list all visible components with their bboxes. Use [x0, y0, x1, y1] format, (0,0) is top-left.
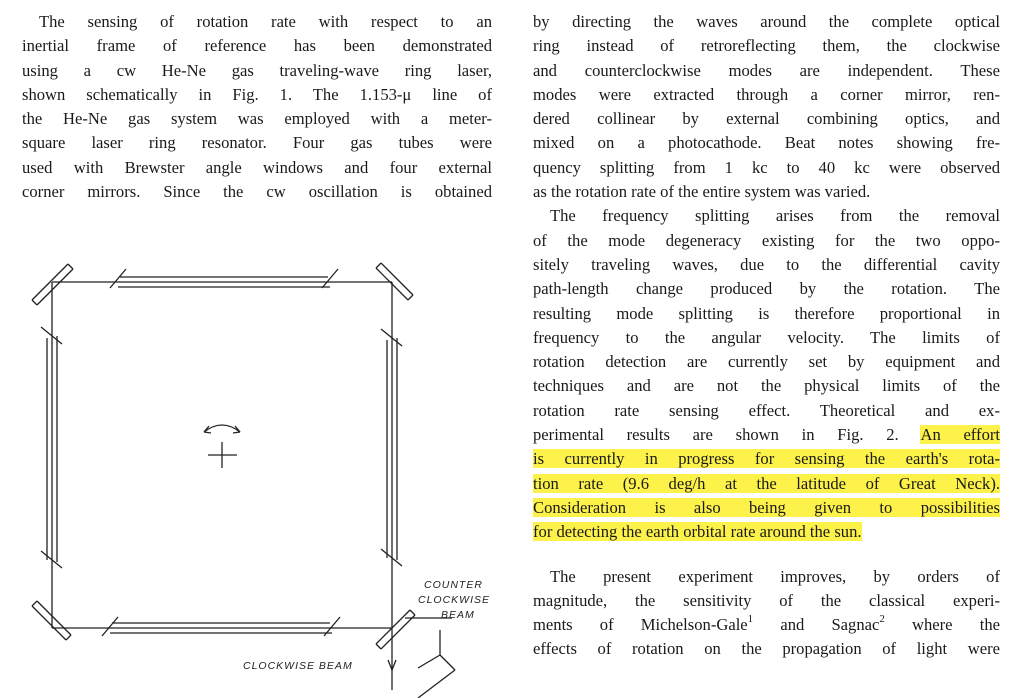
label-counter: COUNTER	[424, 579, 483, 591]
text-line: using a cw He-Ne gas traveling-wave ring laser,	[22, 60, 492, 80]
highlighted-text-line	[533, 447, 1000, 471]
text-line: mixed on a photocathode. Beat notes showing fre-	[533, 133, 1000, 153]
highlighted-text: is currently in progress for sensing the earth's rota-	[533, 449, 1000, 469]
output-beam-optics	[388, 618, 455, 698]
text-line: resulting mode splitting is therefore proportional in	[533, 303, 1000, 323]
text-line: modes were extracted through a corner mirror, ren-	[533, 84, 1000, 104]
text-line: effects of rotation on the propagation of light were	[533, 639, 1000, 659]
highlighted-text: An effort	[920, 425, 1000, 445]
citation-1: 1	[747, 612, 754, 625]
text-run: where the	[884, 615, 1000, 635]
text-line: square laser ring resonator. Four gas tubes were	[22, 133, 492, 153]
highlighted-text: Consideration is also being given to possibilities	[533, 497, 1000, 517]
text-line: inertial frame of reference has been demonstrated	[22, 36, 492, 56]
text-line: sitely traveling waves, due to the differential cavity	[533, 254, 1000, 274]
highlighted-text-line	[533, 520, 1000, 544]
text-run: perimental results are shown in Fig. 2.	[533, 425, 921, 445]
text-run: ments of Michelson-Gale	[533, 615, 748, 635]
citation-2: 2	[879, 612, 885, 625]
text-line: The frequency splitting arises from the removal	[550, 206, 1000, 226]
text-line-partial-highlight	[533, 423, 1000, 447]
text-run: and Sagnac	[753, 615, 880, 635]
label-clockwise-beam: CLOCKWISE BEAM	[243, 660, 353, 672]
text-line: of the mode degeneracy existing for the two oppo-	[533, 230, 1000, 250]
text-line: magnitude, the sensitivity of the classical experi-	[533, 590, 1000, 610]
text-line: corner mirrors. Since the cw oscillation is obtained	[22, 182, 492, 202]
text-line: rotation rate sensing effect. Theoretical and ex-	[533, 400, 1000, 420]
highlighted-text: tion rate (9.6 deg/h at the latitude of Great Neck).	[533, 473, 1000, 493]
text-line: The sensing of rotation rate with respect to an	[39, 12, 492, 31]
highlighted-text-line	[533, 496, 1000, 520]
text-line: frequency to the angular velocity. The limits of	[533, 327, 1000, 347]
text-line: used with Brewster angle windows and four external	[22, 157, 492, 177]
figure-ring-laser-diagram	[0, 250, 510, 698]
text-line: path-length change produced by the rotation. The	[533, 279, 1000, 299]
left-column	[22, 10, 492, 204]
text-line: by directing the waves around the complete optical	[533, 12, 1000, 31]
text-line-with-citations	[533, 613, 1000, 637]
right-column	[533, 10, 1000, 662]
text-line: dered collinear by external combining optics, and	[533, 109, 1000, 129]
corner-mirror-bottom-right	[376, 610, 415, 649]
highlighted-text-line	[533, 472, 1000, 496]
text-line: and counterclockwise modes are independent. These	[533, 60, 1000, 80]
text-line: The present experiment improves, by orders of	[550, 566, 1000, 586]
text-line: quency splitting from 1 kc to 40 kc were observed	[533, 157, 1000, 177]
text-line: shown schematically in Fig. 1. The 1.153-μ line of	[22, 84, 492, 104]
text-line: rotation detection are currently set by equipment and	[533, 352, 1000, 372]
label-beam: BEAM	[441, 609, 475, 621]
highlighted-text: for detecting the earth orbital rate around the sun.	[533, 522, 862, 542]
rotation-axis-symbol	[204, 425, 240, 468]
text-line: techniques and are not the physical limits of the	[533, 376, 1000, 396]
gas-tube-bottom	[102, 617, 340, 636]
text-line: the He-Ne gas system was employed with a meter-	[22, 109, 492, 129]
label-clockwise: CLOCKWISE	[418, 594, 491, 606]
text-line: ring instead of retroreflecting them, the clockwise	[533, 36, 1000, 56]
gas-tube-top	[110, 269, 338, 288]
text-line: as the rotation rate of the entire system was varied.	[533, 182, 871, 202]
